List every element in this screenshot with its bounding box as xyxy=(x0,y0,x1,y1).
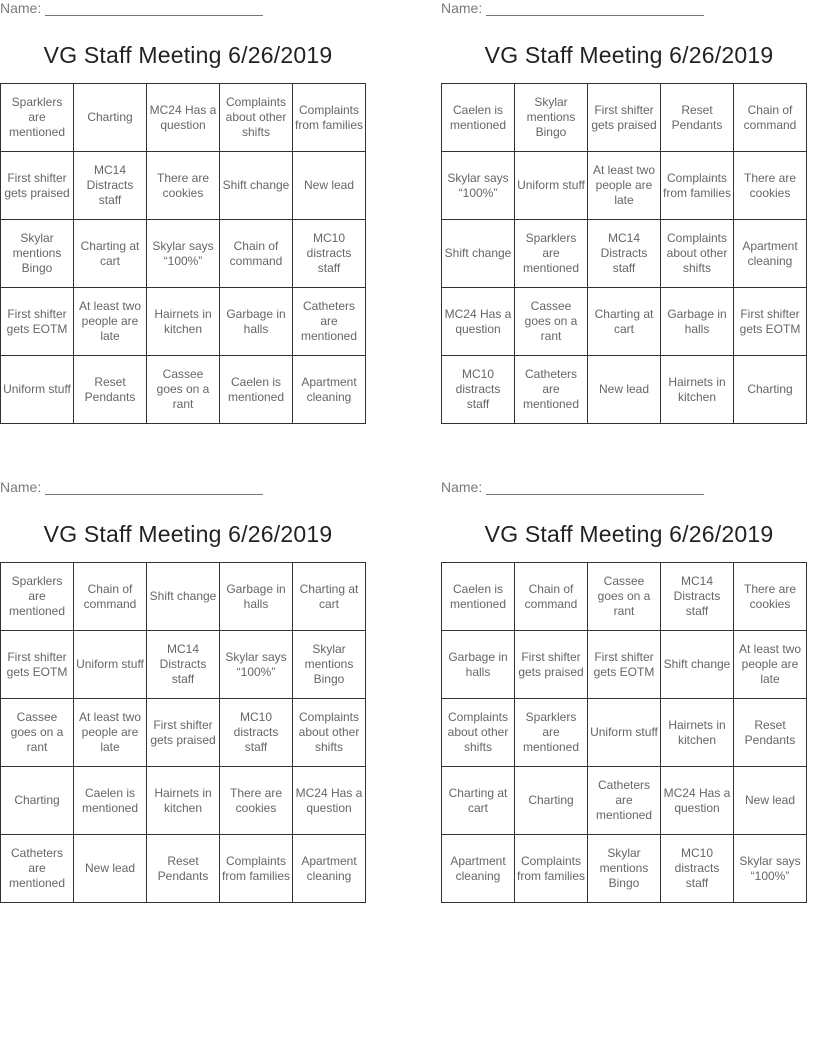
bingo-cell: Uniform stuff xyxy=(588,699,661,767)
bingo-cell: MC24 Has a question xyxy=(293,767,366,835)
bingo-cell: Charting xyxy=(74,84,147,152)
bingo-cell: At least two people are late xyxy=(588,152,661,220)
bingo-cell: Hairnets in kitchen xyxy=(661,699,734,767)
bingo-row xyxy=(1,84,366,152)
bingo-row xyxy=(1,220,366,288)
bingo-cell: First shifter gets praised xyxy=(147,699,220,767)
bingo-row xyxy=(1,767,366,835)
bingo-cell: MC24 Has a question xyxy=(442,288,515,356)
bingo-cell: Cassee goes on a rant xyxy=(1,699,74,767)
bingo-cell: MC10 distracts staff xyxy=(293,220,366,288)
bingo-cell: Caelen is mentioned xyxy=(220,356,293,424)
bingo-cell: There are cookies xyxy=(147,152,220,220)
bingo-grid xyxy=(0,562,366,903)
bingo-cell: First shifter gets EOTM xyxy=(1,631,74,699)
card-title: VG Staff Meeting 6/26/2019 xyxy=(43,521,333,547)
bingo-cell: Shift change xyxy=(442,220,515,288)
bingo-cell: First shifter gets EOTM xyxy=(1,288,74,356)
bingo-cell: Complaints about other shifts xyxy=(293,699,366,767)
name-field xyxy=(441,0,816,22)
bingo-cell: Catheters are mentioned xyxy=(515,356,588,424)
bingo-cell: Reset Pendants xyxy=(734,699,807,767)
bingo-cell: At least two people are late xyxy=(74,288,147,356)
bingo-cell: Hairnets in kitchen xyxy=(661,356,734,424)
card-title: VG Staff Meeting 6/26/2019 xyxy=(43,42,333,68)
bingo-cell: Cassee goes on a rant xyxy=(588,563,661,631)
bingo-cell: Chain of command xyxy=(734,84,807,152)
bingo-cell: Garbage in halls xyxy=(220,288,293,356)
bingo-row xyxy=(1,356,366,424)
name-label: Name: xyxy=(0,0,42,16)
bingo-card xyxy=(0,479,376,890)
bingo-cell: Skylar says “100%” xyxy=(220,631,293,699)
bingo-cell: There are cookies xyxy=(734,563,807,631)
name-blank-line[interactable] xyxy=(45,0,263,16)
bingo-grid xyxy=(0,83,366,424)
bingo-cell: First shifter gets praised xyxy=(515,631,588,699)
bingo-row xyxy=(1,835,366,903)
bingo-cell: MC10 distracts staff xyxy=(661,835,734,903)
bingo-cell: MC14 Distracts staff xyxy=(588,220,661,288)
bingo-cell: Caelen is mentioned xyxy=(442,563,515,631)
bingo-row xyxy=(1,563,366,631)
bingo-cell: MC14 Distracts staff xyxy=(147,631,220,699)
bingo-cell: Shift change xyxy=(661,631,734,699)
bingo-cell: Complaints from families xyxy=(220,835,293,903)
bingo-cell: Skylar says “100%” xyxy=(734,835,807,903)
bingo-row xyxy=(442,563,807,631)
bingo-row xyxy=(1,699,366,767)
card-title: VG Staff Meeting 6/26/2019 xyxy=(484,42,774,68)
bingo-cell: Sparklers are mentioned xyxy=(1,563,74,631)
bingo-cell: Apartment cleaning xyxy=(442,835,515,903)
bingo-row xyxy=(442,631,807,699)
bingo-cell: Charting xyxy=(515,767,588,835)
bingo-cell: Hairnets in kitchen xyxy=(147,767,220,835)
bingo-cell: Reset Pendants xyxy=(147,835,220,903)
bingo-cell: Reset Pendants xyxy=(661,84,734,152)
bingo-cell: New lead xyxy=(734,767,807,835)
bingo-row xyxy=(1,152,366,220)
bingo-cell: Charting xyxy=(1,767,74,835)
bingo-row xyxy=(442,356,807,424)
bingo-cell: At least two people are late xyxy=(734,631,807,699)
bingo-cell: New lead xyxy=(588,356,661,424)
bingo-card xyxy=(441,0,816,411)
bingo-cell: MC10 distracts staff xyxy=(220,699,293,767)
bingo-row xyxy=(442,699,807,767)
bingo-row xyxy=(442,152,807,220)
name-field xyxy=(0,0,376,22)
bingo-cell: Uniform stuff xyxy=(515,152,588,220)
bingo-cell: Hairnets in kitchen xyxy=(147,288,220,356)
bingo-cell: Charting xyxy=(734,356,807,424)
bingo-cell: Skylar mentions Bingo xyxy=(1,220,74,288)
bingo-cell: First shifter gets praised xyxy=(588,84,661,152)
bingo-cell: Complaints about other shifts xyxy=(442,699,515,767)
bingo-cell: Apartment cleaning xyxy=(293,356,366,424)
bingo-cell: Catheters are mentioned xyxy=(588,767,661,835)
bingo-cell: Garbage in halls xyxy=(220,563,293,631)
bingo-cell: Sparklers are mentioned xyxy=(515,699,588,767)
bingo-row xyxy=(442,288,807,356)
bingo-cell: Skylar mentions Bingo xyxy=(293,631,366,699)
bingo-cell: Caelen is mentioned xyxy=(74,767,147,835)
bingo-cell: Caelen is mentioned xyxy=(442,84,515,152)
bingo-cell: First shifter gets EOTM xyxy=(588,631,661,699)
bingo-cell: MC10 distracts staff xyxy=(442,356,515,424)
name-field xyxy=(441,479,816,501)
bingo-cell: New lead xyxy=(293,152,366,220)
name-label: Name: xyxy=(441,0,483,16)
bingo-cell: Complaints about other shifts xyxy=(661,220,734,288)
bingo-cell: Skylar mentions Bingo xyxy=(588,835,661,903)
bingo-cell: Skylar says “100%” xyxy=(442,152,515,220)
bingo-cell: Sparklers are mentioned xyxy=(1,84,74,152)
bingo-grid xyxy=(441,83,807,424)
bingo-cell: There are cookies xyxy=(220,767,293,835)
bingo-cell: Uniform stuff xyxy=(74,631,147,699)
name-field xyxy=(0,479,376,501)
bingo-cell: MC14 Distracts staff xyxy=(74,152,147,220)
bingo-cell: First shifter gets praised xyxy=(1,152,74,220)
bingo-row xyxy=(442,835,807,903)
bingo-cell: At least two people are late xyxy=(74,699,147,767)
bingo-cell: Charting at cart xyxy=(442,767,515,835)
bingo-cell: Complaints from families xyxy=(515,835,588,903)
bingo-cell: Skylar says “100%” xyxy=(147,220,220,288)
bingo-row xyxy=(442,220,807,288)
bingo-cell: Chain of command xyxy=(515,563,588,631)
bingo-cell: Cassee goes on a rant xyxy=(147,356,220,424)
bingo-cell: Charting at cart xyxy=(293,563,366,631)
name-label: Name: xyxy=(0,479,42,495)
bingo-grid xyxy=(441,562,807,903)
bingo-cell: Sparklers are mentioned xyxy=(515,220,588,288)
bingo-cell: Apartment cleaning xyxy=(293,835,366,903)
bingo-cell: Charting at cart xyxy=(588,288,661,356)
name-blank-line[interactable] xyxy=(486,479,704,495)
bingo-cell: Skylar mentions Bingo xyxy=(515,84,588,152)
bingo-cell: Catheters are mentioned xyxy=(293,288,366,356)
bingo-cell: Complaints from families xyxy=(293,84,366,152)
bingo-cell: Shift change xyxy=(147,563,220,631)
bingo-cell: Uniform stuff xyxy=(1,356,74,424)
bingo-row xyxy=(1,288,366,356)
bingo-cell: Garbage in halls xyxy=(661,288,734,356)
bingo-card xyxy=(0,0,376,411)
bingo-row xyxy=(442,767,807,835)
bingo-row xyxy=(442,84,807,152)
bingo-row xyxy=(1,631,366,699)
bingo-cell: MC14 Distracts staff xyxy=(661,563,734,631)
bingo-cell: Apartment cleaning xyxy=(734,220,807,288)
bingo-cell: Chain of command xyxy=(220,220,293,288)
name-blank-line[interactable] xyxy=(45,479,263,495)
bingo-cell: First shifter gets EOTM xyxy=(734,288,807,356)
card-title: VG Staff Meeting 6/26/2019 xyxy=(484,521,774,547)
bingo-cell: Chain of command xyxy=(74,563,147,631)
bingo-cell: MC24 Has a question xyxy=(661,767,734,835)
bingo-cell: Complaints from families xyxy=(661,152,734,220)
bingo-cell: Charting at cart xyxy=(74,220,147,288)
bingo-cell: Complaints about other shifts xyxy=(220,84,293,152)
bingo-cell: Catheters are mentioned xyxy=(1,835,74,903)
bingo-cell: Shift change xyxy=(220,152,293,220)
bingo-cell: Reset Pendants xyxy=(74,356,147,424)
bingo-cell: Garbage in halls xyxy=(442,631,515,699)
bingo-cell: MC24 Has a question xyxy=(147,84,220,152)
bingo-card xyxy=(441,479,816,890)
bingo-cell: New lead xyxy=(74,835,147,903)
name-label: Name: xyxy=(441,479,483,495)
name-blank-line[interactable] xyxy=(486,0,704,16)
bingo-cell: There are cookies xyxy=(734,152,807,220)
bingo-cell: Cassee goes on a rant xyxy=(515,288,588,356)
